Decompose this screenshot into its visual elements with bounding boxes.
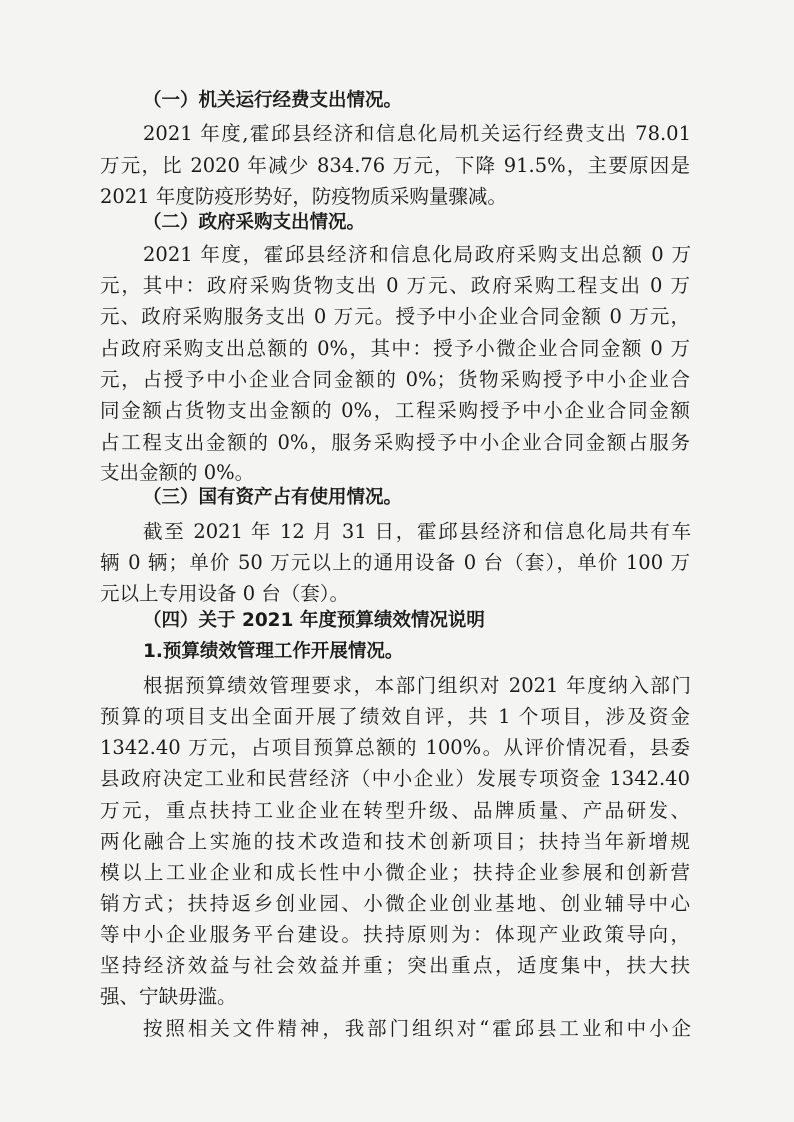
paragraph-line: 模以上工业企业和成长性中小微企业；扶持企业参展和创新营 — [100, 861, 690, 884]
paragraph-line: 根据预算绩效管理要求，本部门组织对 2021 年度纳入部门 — [143, 674, 691, 697]
paragraph-line: 2021 年度，霍邱县经济和信息化局政府采购支出总额 0 万 — [143, 243, 691, 266]
paragraph-line: 辆 0 辆；单价 50 万元以上的通用设备 0 台（套），单价 100 万 — [100, 551, 690, 574]
paragraph-line: 预算的项目支出全面开展了绩效自评，共 1 个项目，涉及资金 — [100, 705, 690, 728]
paragraph-line: 万元，比 2020 年减少 834.76 万元，下降 91.5%，主要原因是 — [100, 154, 690, 177]
paragraph-line: 2021 年度防疫形势好，防疫物质采购量骤减。 — [100, 185, 507, 208]
paragraph-line: 占政府采购支出总额的 0%，其中：授予小微企业合同金额 0 万 — [100, 337, 690, 360]
paragraph-line: 元以上专用设备 0 台（套）。 — [100, 582, 350, 605]
paragraph-line: 坚持经济效益与社会效益并重；突出重点，适度集中，扶大扶 — [100, 954, 690, 977]
paragraph-line: 按照相关文件精神，我部门组织对“霍邱县工业和中小企 — [143, 1017, 691, 1040]
paragraph-line: 两化融合上实施的技术改造和技术创新项目；扶持当年新增规 — [100, 830, 690, 853]
paragraph-line: 万元，重点扶持工业企业在转型升级、品牌质量、产品研发、 — [100, 799, 690, 822]
paragraph-line: 强、宁缺毋滥。 — [100, 985, 237, 1008]
paragraph-line: 同金额占货物支出金额的 0%，工程采购授予中小企业合同金额 — [100, 399, 690, 422]
section-heading-4: （四）关于 2021 年度预算绩效情况说明 — [143, 610, 485, 631]
sub-heading: 1.预算绩效管理工作开展情况。 — [143, 641, 404, 662]
section-heading-1: （一）机关运行经费支出情况。 — [143, 90, 403, 111]
paragraph-line: 销方式；扶持返乡创业园、小微企业创业基地、创业辅导中心 — [100, 892, 690, 915]
paragraph-line: 县政府决定工业和民营经济（中小企业）发展专项资金 1342.40 — [100, 767, 690, 790]
paragraph-line: 元、政府采购服务支出 0 万元。授予中小企业合同金额 0 万元， — [100, 305, 690, 328]
paragraph-line: 元，占授予中小企业合同金额的 0%；货物采购授予中小企业合 — [100, 368, 690, 391]
paragraph-line: 截至 2021 年 12 月 31 日，霍邱县经济和信息化局共有车 — [143, 520, 691, 543]
paragraph-line: 占工程支出金额的 0%，服务采购授予中小企业合同金额占服务 — [100, 431, 690, 454]
section-heading-3: （三）国有资产占有使用情况。 — [143, 487, 403, 508]
paragraph-line: 支出金额的 0%。 — [100, 461, 255, 484]
paragraph-line: 元，其中：政府采购货物支出 0 万元、政府采购工程支出 0 万 — [100, 274, 690, 297]
section-heading-2: （二）政府采购支出情况。 — [143, 212, 366, 233]
paragraph-line: 等中小企业服务平台建设。扶持原则为：体现产业政策导向， — [100, 923, 690, 946]
paragraph-line: 1342.40 万元，占项目预算总额的 100%。从评价情况看，县委 — [100, 736, 690, 759]
paragraph-line: 2021 年度,霍邱县经济和信息化局机关运行经费支出 78.01 — [143, 122, 691, 145]
